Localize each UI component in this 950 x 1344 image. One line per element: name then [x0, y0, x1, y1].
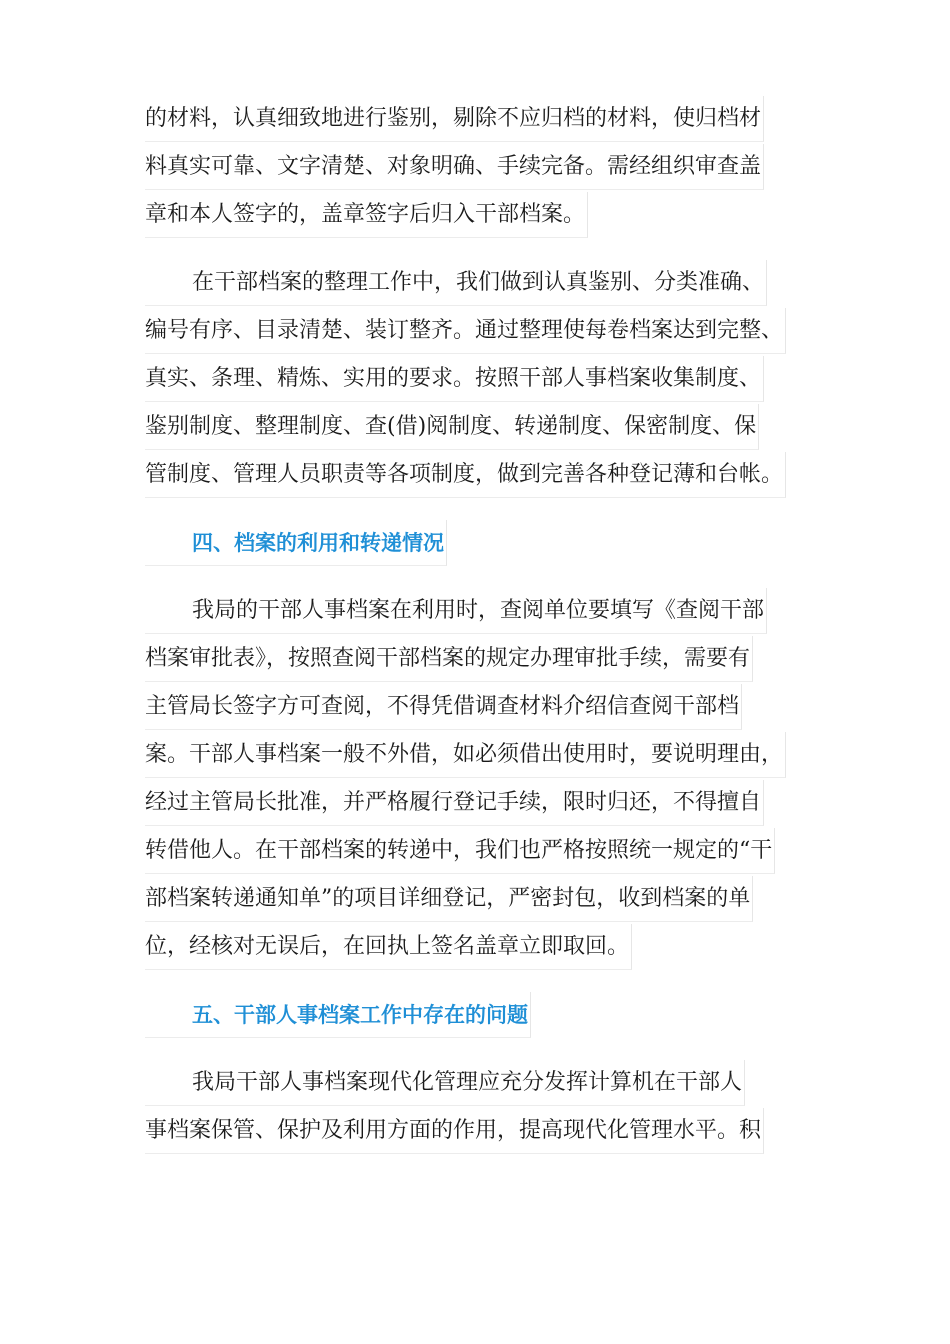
text-line: 料真实可靠、文字清楚、对象明确、手续完备。需经组织审查盖	[145, 144, 764, 190]
paragraph-problems	[145, 1060, 815, 1154]
section-heading-4	[145, 520, 815, 566]
paragraph-appraisal	[145, 96, 815, 238]
text-line: 主管局长签字方可查阅，不得凭借调查材料介绍信查阅干部档	[145, 684, 742, 730]
text-line: 经过主管局长批准，并严格履行登记手续，限时归还，不得擅自	[145, 780, 764, 826]
text-line: 章和本人签字的，盖章签字后归入干部档案。	[145, 192, 588, 238]
text-line: 在干部档案的整理工作中，我们做到认真鉴别、分类准确、	[145, 260, 767, 306]
text-line: 部档案转递通知单”的项目详细登记，严密封包，收到档案的单	[145, 876, 753, 922]
text-line: 位，经核对无误后，在回执上签名盖章立即取回。	[145, 924, 632, 970]
text-line: 我局的干部人事档案在利用时，查阅单位要填写《查阅干部	[145, 588, 767, 634]
text-line: 档案审批表》，按照查阅干部档案的规定办理审批手续，需要有	[145, 636, 753, 682]
section-heading-5	[145, 992, 815, 1038]
document-body	[145, 96, 815, 1156]
text-line: 鉴别制度、整理制度、查(借)阅制度、转递制度、保密制度、保	[145, 404, 759, 450]
text-line: 编号有序、目录清楚、装订整齐。通过整理使每卷档案达到完整、	[145, 308, 786, 354]
section-title: 五、干部人事档案工作中存在的问题	[145, 992, 531, 1038]
paragraph-usage-transfer	[145, 588, 815, 970]
text-line: 真实、条理、精炼、实用的要求。按照干部人事档案收集制度、	[145, 356, 764, 402]
section-title: 四、档案的利用和转递情况	[145, 520, 447, 566]
text-line: 的材料，认真细致地进行鉴别，剔除不应归档的材料，使归档材	[145, 96, 764, 142]
text-line: 管制度、管理人员职责等各项制度，做到完善各种登记薄和台帐。	[145, 452, 786, 498]
text-line: 转借他人。在干部档案的转递中，我们也严格按照统一规定的“干	[145, 828, 775, 874]
text-line: 我局干部人事档案现代化管理应充分发挥计算机在干部人	[145, 1060, 745, 1106]
text-line: 案。干部人事档案一般不外借，如必须借出使用时，要说明理由，	[145, 732, 786, 778]
text-line: 事档案保管、保护及利用方面的作用，提高现代化管理水平。积	[145, 1108, 764, 1154]
paragraph-organizing	[145, 260, 815, 498]
